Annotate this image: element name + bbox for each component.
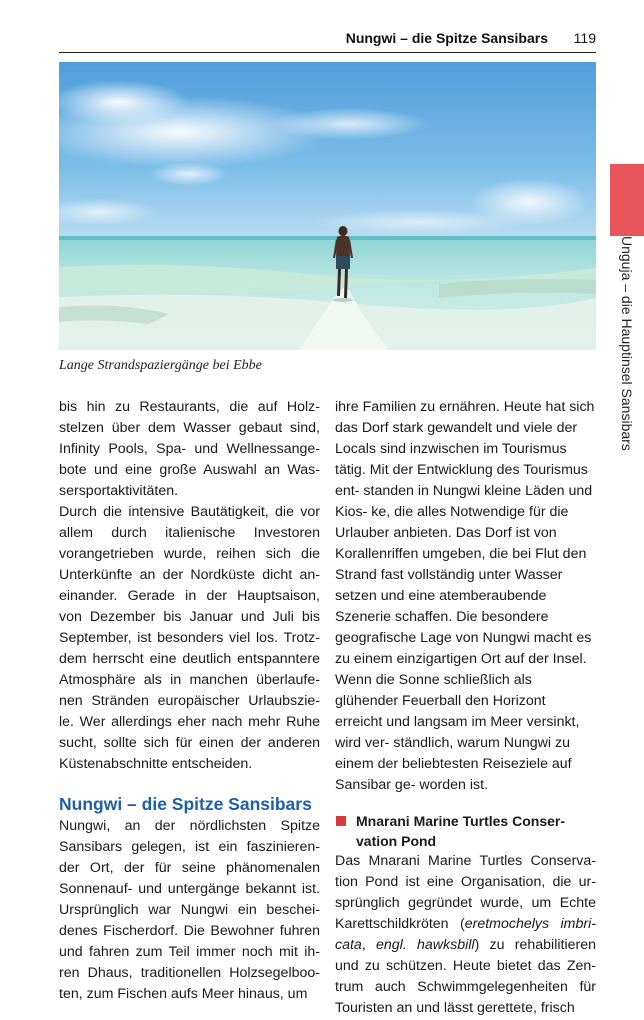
- body-paragraph: Nungwi, an der nördlichsten Spitze Sansibars gelegen, ist ein faszinieren- der Ort, der für seine phänomenalen Sonnenauf- und untergänge bekannt ist. Ursprünglich war Nungwi ein beschei- denes Fischerdorf. Die Bewohner fuhren und fahren zum Teil immer noch mit ih- ren Dhaus, traditionellen Holzsegelboo- ten, zum Fischen aufs Meer hinaus, um: [59, 818, 320, 1002]
- body-paragraph: Durch die intensive Bautätigkeit, die vor allem durch italienische Investoren vorangetrieben wurde, reihen sich die Unterkünfte an der Nordküste dicht an- einander. Gerade in der Hauptsaison, von Dezember bis Januar und Juli bis September, ist besonders viel los. Trotz- dem herrscht eine deutlich entspanntere Atmosphäre als in manchen überlaufe- nen Stränden europäischer Urlaubszie- le. Wer allerdings eher nach mehr Ruhe sucht, sollte sich für einen der anderen Küstenabschnitte entscheiden.: [59, 504, 320, 772]
- beach-photo-illustration: [59, 62, 596, 350]
- running-header-title: Nungwi – die Spitze Sansibars: [345, 30, 548, 46]
- right-column: [335, 397, 596, 1019]
- body-paragraph: bis hin zu Restaurants, die auf Holz- stelzen über dem Wasser gebaut sind, Infinity Pools, Spa- und Wellnessange- bote und eine große Auswahl an Was- sersportaktivitäten.: [59, 399, 320, 499]
- left-column: [59, 397, 320, 1005]
- red-square-marker-icon: [336, 816, 346, 826]
- body-paragraph: Das Mnarani Marine Turtles Conserva- tion Pond ist eine Organisation, die ur- sprünglich gegründet wurde, um Echte Karettschildkröten (eretmochelys imbri- cata, engl. hawksbill) zu rehabilitieren und zu schützen. Heute bietet das Zen- trum auch Schwimmgelegenheiten für Touristen an und lässt gerettete, frisch: [335, 853, 596, 1016]
- beach-photo: [59, 62, 596, 350]
- page-number: 119: [573, 30, 596, 46]
- chapter-side-label-text: Unguja – die Hauptinsel Sansibars: [619, 236, 635, 451]
- header-rule: [59, 52, 596, 53]
- section-heading: Nungwi – die Spitze Sansibars: [59, 794, 312, 814]
- photo-caption: Lange Strandspaziergänge bei Ebbe: [59, 358, 262, 373]
- infobox-heading: Mnarani Marine Turtles Conser- vation Pond: [335, 811, 596, 851]
- body-paragraph: ihre Familien zu ernähren. Heute hat sich das Dorf stark gewandelt und viele der Locals sind inzwischen im Tourismus tätig. Mit der Entwicklung des Tourismus ent- standen in Nungwi kleine Läden und Kios- ke, die alles Notwendige für die Urlauber anbieten. Das Dorf ist von Korallenriffen umgeben, die bei Flut den Strand fast vollständig unter Wasser setzen und eine atemberaubende Szenerie schaffen. Die besondere geografische Lage von Nungwi macht es zu einem einzigartigen Ort auf der Insel. Wenn die Sonne schließlich als glühender Feuerball den Horizont erreicht und langsam im Meer versinkt, wird ver- ständlich, warum Nungwi zu einem der beliebtesten Reiseziele auf Sansibar ge- worden ist.: [335, 399, 595, 793]
- chapter-tab-marker: [610, 164, 644, 236]
